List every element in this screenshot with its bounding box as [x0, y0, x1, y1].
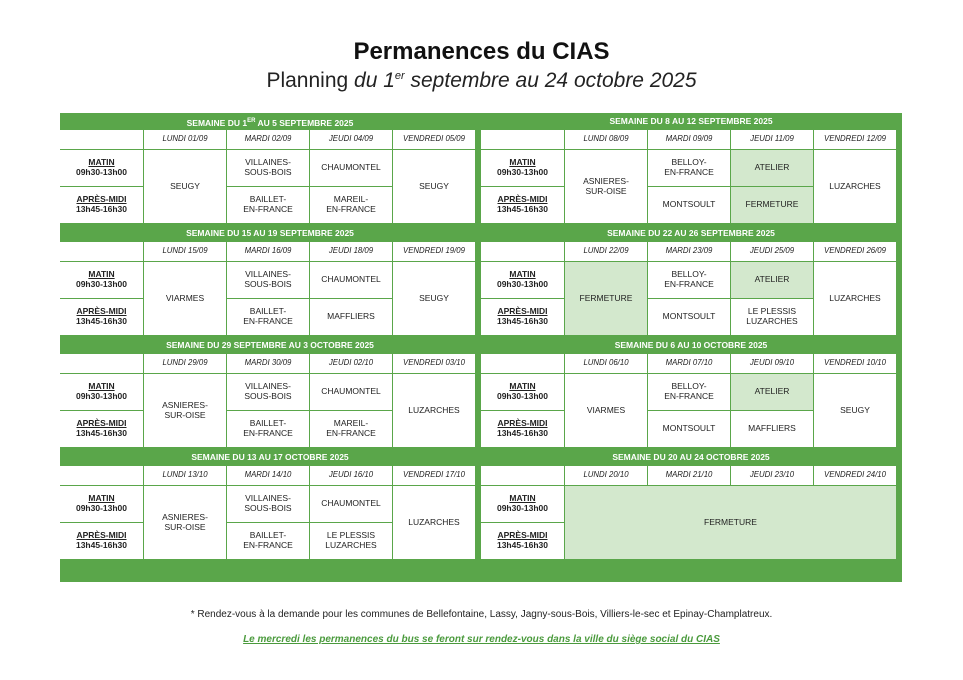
day-header: VENDREDI 26/09	[814, 242, 896, 261]
week-grid	[481, 242, 901, 335]
week-header	[481, 449, 901, 466]
day-header: JEUDI 25/09	[731, 242, 813, 261]
morning-slot-label	[481, 150, 564, 186]
thursday-afternoon-cell: MAREIL- EN-FRANCE	[310, 187, 392, 223]
week-header-text: SEMAINE DU 15 AU 19 SEPTEMBRE 2025	[186, 228, 354, 238]
week-header-text: SEMAINE DU 20 AU 24 OCTOBRE 2025	[612, 452, 770, 462]
afternoon-label: APRÈS-MIDI	[497, 530, 548, 541]
day-header: MARDI 09/09	[648, 130, 730, 149]
day-header: LUNDI 29/09	[144, 354, 226, 373]
day-header: LUNDI 20/10	[565, 466, 647, 485]
day-header: MARDI 30/09	[227, 354, 309, 373]
morning-time: 09h30-13h00	[75, 167, 128, 177]
day-header: MARDI 16/09	[227, 242, 309, 261]
day-header: MARDI 14/10	[227, 466, 309, 485]
day-header: VENDREDI 24/10	[814, 466, 896, 485]
week-header	[481, 225, 901, 242]
footnote-wednesday: Le mercredi les permanences du bus se feront sur rendez-vous dans la ville du siège social du CIAS	[243, 634, 720, 645]
afternoon-time: 13h45-16h30	[496, 204, 549, 214]
day-header: VENDREDI 10/10	[814, 354, 896, 373]
day-header: LUNDI 15/09	[144, 242, 226, 261]
corner-cell	[60, 354, 143, 373]
morning-label: MATIN	[88, 381, 115, 392]
thursday-morning-cell: CHAUMONTEL	[310, 486, 392, 522]
corner-cell	[60, 130, 143, 149]
morning-label: MATIN	[509, 157, 536, 168]
week-grid	[60, 130, 480, 223]
week-grid	[60, 354, 480, 447]
thursday-morning-cell: ATELIER	[731, 150, 813, 186]
afternoon-label: APRÈS-MIDI	[76, 530, 127, 541]
thursday-morning-cell: CHAUMONTEL	[310, 374, 392, 410]
week-header	[481, 337, 901, 354]
day-header: JEUDI 11/09	[731, 130, 813, 149]
week-block	[481, 337, 901, 447]
day-header: MARDI 02/09	[227, 130, 309, 149]
week-header	[60, 449, 480, 466]
friday-cell: LUZARCHES	[814, 262, 896, 335]
afternoon-slot-label	[60, 411, 143, 447]
day-header: JEUDI 23/10	[731, 466, 813, 485]
tuesday-afternoon-cell: MONTSOULT	[648, 187, 730, 223]
tuesday-afternoon-cell: BAILLET- EN-FRANCE	[227, 187, 309, 223]
afternoon-slot-label	[60, 299, 143, 335]
corner-cell	[481, 466, 564, 485]
tuesday-morning-cell: VILLAINES- SOUS-BOIS	[227, 486, 309, 522]
afternoon-time: 13h45-16h30	[75, 316, 128, 326]
afternoon-label: APRÈS-MIDI	[76, 194, 127, 205]
friday-cell: LUZARCHES	[814, 150, 896, 223]
monday-cell: SEUGY	[144, 150, 226, 223]
corner-cell	[60, 242, 143, 261]
day-header: VENDREDI 17/10	[393, 466, 475, 485]
day-header: MARDI 07/10	[648, 354, 730, 373]
morning-slot-label	[481, 374, 564, 410]
afternoon-time: 13h45-16h30	[496, 540, 549, 550]
thursday-afternoon-cell: MAREIL- EN-FRANCE	[310, 411, 392, 447]
day-header: JEUDI 04/09	[310, 130, 392, 149]
closure-cell: FERMETURE	[565, 486, 896, 559]
day-header: JEUDI 02/10	[310, 354, 392, 373]
footnote: * Rendez-vous à la demande pour les communes de Bellefontaine, Lassy, Jagny-sous-Bois, Villiers-le-sec et Epinay-Champlatreux.	[190, 609, 773, 620]
morning-label: MATIN	[509, 381, 536, 392]
afternoon-slot-label	[481, 299, 564, 335]
week-block	[60, 449, 480, 559]
monday-cell: ASNIERES- SUR-OISE	[144, 486, 226, 559]
afternoon-time: 13h45-16h30	[496, 428, 549, 438]
day-header: VENDREDI 12/09	[814, 130, 896, 149]
tuesday-afternoon-cell: BAILLET- EN-FRANCE	[227, 523, 309, 559]
subtitle-suffix: septembre au 24 octobre 2025	[404, 69, 697, 92]
corner-cell	[481, 242, 564, 261]
day-header: LUNDI 06/10	[565, 354, 647, 373]
day-header: VENDREDI 05/09	[393, 130, 475, 149]
week-header-text: SEMAINE DU 13 AU 17 OCTOBRE 2025	[191, 452, 349, 462]
week-grid	[60, 242, 480, 335]
afternoon-label: APRÈS-MIDI	[76, 418, 127, 429]
morning-time: 09h30-13h00	[75, 503, 128, 513]
thursday-afternoon-cell: MAFFLIERS	[731, 411, 813, 447]
week-header-sup: ER	[247, 118, 256, 124]
tuesday-morning-cell: BELLOY- EN-FRANCE	[648, 262, 730, 298]
afternoon-slot-label	[60, 523, 143, 559]
week-block	[481, 113, 901, 223]
week-header-rest: AU 5 SEPTEMBRE 2025	[255, 117, 354, 128]
thursday-afternoon-cell: LE PLESSIS LUZARCHES	[310, 523, 392, 559]
day-header: VENDREDI 19/09	[393, 242, 475, 261]
friday-cell: SEUGY	[393, 150, 475, 223]
day-header: LUNDI 22/09	[565, 242, 647, 261]
morning-slot-label	[60, 262, 143, 298]
afternoon-time: 13h45-16h30	[75, 540, 128, 550]
week-header-text: SEMAINE DU 8 AU 12 SEPTEMBRE 2025	[609, 116, 773, 126]
subtitle-date-range	[354, 69, 697, 92]
tuesday-morning-cell: BELLOY- EN-FRANCE	[648, 150, 730, 186]
morning-time: 09h30-13h00	[496, 167, 549, 177]
schedule-board	[60, 113, 902, 582]
morning-slot-label	[60, 150, 143, 186]
friday-cell: SEUGY	[814, 374, 896, 447]
day-header: LUNDI 13/10	[144, 466, 226, 485]
week-header	[60, 337, 480, 354]
afternoon-time: 13h45-16h30	[496, 316, 549, 326]
morning-label: MATIN	[509, 493, 536, 504]
monday-cell: ASNIERES- SUR-OISE	[565, 150, 647, 223]
morning-slot-label	[60, 374, 143, 410]
day-header: VENDREDI 03/10	[393, 354, 475, 373]
thursday-morning-cell: CHAUMONTEL	[310, 262, 392, 298]
week-block	[60, 225, 480, 335]
day-header: LUNDI 08/09	[565, 130, 647, 149]
monday-cell: FERMETURE	[565, 262, 647, 335]
morning-label: MATIN	[88, 493, 115, 504]
afternoon-slot-label	[481, 411, 564, 447]
day-header: MARDI 23/09	[648, 242, 730, 261]
tuesday-morning-cell: VILLAINES- SOUS-BOIS	[227, 374, 309, 410]
week-block	[481, 225, 901, 335]
corner-cell	[481, 130, 564, 149]
subtitle-mid: du 1	[354, 69, 395, 92]
week-header-text: SEMAINE DU 29 SEPTEMBRE AU 3 OCTOBRE 2025	[166, 340, 374, 350]
morning-time: 09h30-13h00	[496, 503, 549, 513]
morning-time: 09h30-13h00	[75, 391, 128, 401]
afternoon-slot-label	[481, 523, 564, 559]
morning-label: MATIN	[88, 269, 115, 280]
thursday-morning-cell: ATELIER	[731, 374, 813, 410]
morning-label: MATIN	[88, 157, 115, 168]
tuesday-afternoon-cell: BAILLET- EN-FRANCE	[227, 299, 309, 335]
friday-cell: LUZARCHES	[393, 374, 475, 447]
day-header: JEUDI 18/09	[310, 242, 392, 261]
tuesday-morning-cell: BELLOY- EN-FRANCE	[648, 374, 730, 410]
day-header: JEUDI 16/10	[310, 466, 392, 485]
week-grid	[60, 466, 480, 559]
tuesday-afternoon-cell: MONTSOULT	[648, 411, 730, 447]
thursday-morning-cell: ATELIER	[731, 262, 813, 298]
afternoon-label: APRÈS-MIDI	[497, 418, 548, 429]
week-header	[60, 113, 480, 130]
morning-label: MATIN	[509, 269, 536, 280]
subtitle-sup: er	[394, 70, 405, 82]
week-block	[481, 449, 901, 559]
thursday-afternoon-cell: LE PLESSIS LUZARCHES	[731, 299, 813, 335]
week-block	[60, 113, 480, 223]
week-grid	[481, 130, 901, 223]
week-header-text: SEMAINE DU 6 AU 10 OCTOBRE 2025	[614, 340, 768, 350]
week-header	[481, 113, 901, 130]
page-title: Permanences du CIAS	[353, 38, 610, 65]
subtitle-prefix: Planning	[266, 69, 355, 92]
morning-time: 09h30-13h00	[496, 279, 549, 289]
week-grid	[481, 354, 901, 447]
morning-slot-label	[481, 486, 564, 522]
week-header	[60, 225, 480, 242]
afternoon-slot-label	[481, 187, 564, 223]
friday-cell: SEUGY	[393, 262, 475, 335]
monday-cell: VIARMES	[144, 262, 226, 335]
tuesday-morning-cell: VILLAINES- SOUS-BOIS	[227, 150, 309, 186]
monday-cell: ASNIERES- SUR-OISE	[144, 374, 226, 447]
morning-slot-label	[481, 262, 564, 298]
corner-cell	[481, 354, 564, 373]
friday-cell: LUZARCHES	[393, 486, 475, 559]
tuesday-afternoon-cell: MONTSOULT	[648, 299, 730, 335]
afternoon-label: APRÈS-MIDI	[497, 306, 548, 317]
day-header: MARDI 21/10	[648, 466, 730, 485]
tuesday-afternoon-cell: BAILLET- EN-FRANCE	[227, 411, 309, 447]
morning-time: 09h30-13h00	[496, 391, 549, 401]
day-header: JEUDI 09/10	[731, 354, 813, 373]
afternoon-slot-label	[60, 187, 143, 223]
morning-slot-label	[60, 486, 143, 522]
afternoon-time: 13h45-16h30	[75, 428, 128, 438]
week-header-text: SEMAINE DU 1	[186, 117, 248, 128]
week-grid	[481, 466, 901, 559]
thursday-afternoon-cell: FERMETURE	[731, 187, 813, 223]
week-block	[60, 337, 480, 447]
afternoon-label: APRÈS-MIDI	[497, 194, 548, 205]
week-header-text: SEMAINE DU 22 AU 26 SEPTEMBRE 2025	[607, 228, 775, 238]
page-subtitle	[0, 69, 963, 93]
afternoon-time: 13h45-16h30	[75, 204, 128, 214]
thursday-morning-cell: CHAUMONTEL	[310, 150, 392, 186]
afternoon-label: APRÈS-MIDI	[76, 306, 127, 317]
thursday-afternoon-cell: MAFFLIERS	[310, 299, 392, 335]
day-header: LUNDI 01/09	[144, 130, 226, 149]
tuesday-morning-cell: VILLAINES- SOUS-BOIS	[227, 262, 309, 298]
corner-cell	[60, 466, 143, 485]
morning-time: 09h30-13h00	[75, 279, 128, 289]
monday-cell: VIARMES	[565, 374, 647, 447]
